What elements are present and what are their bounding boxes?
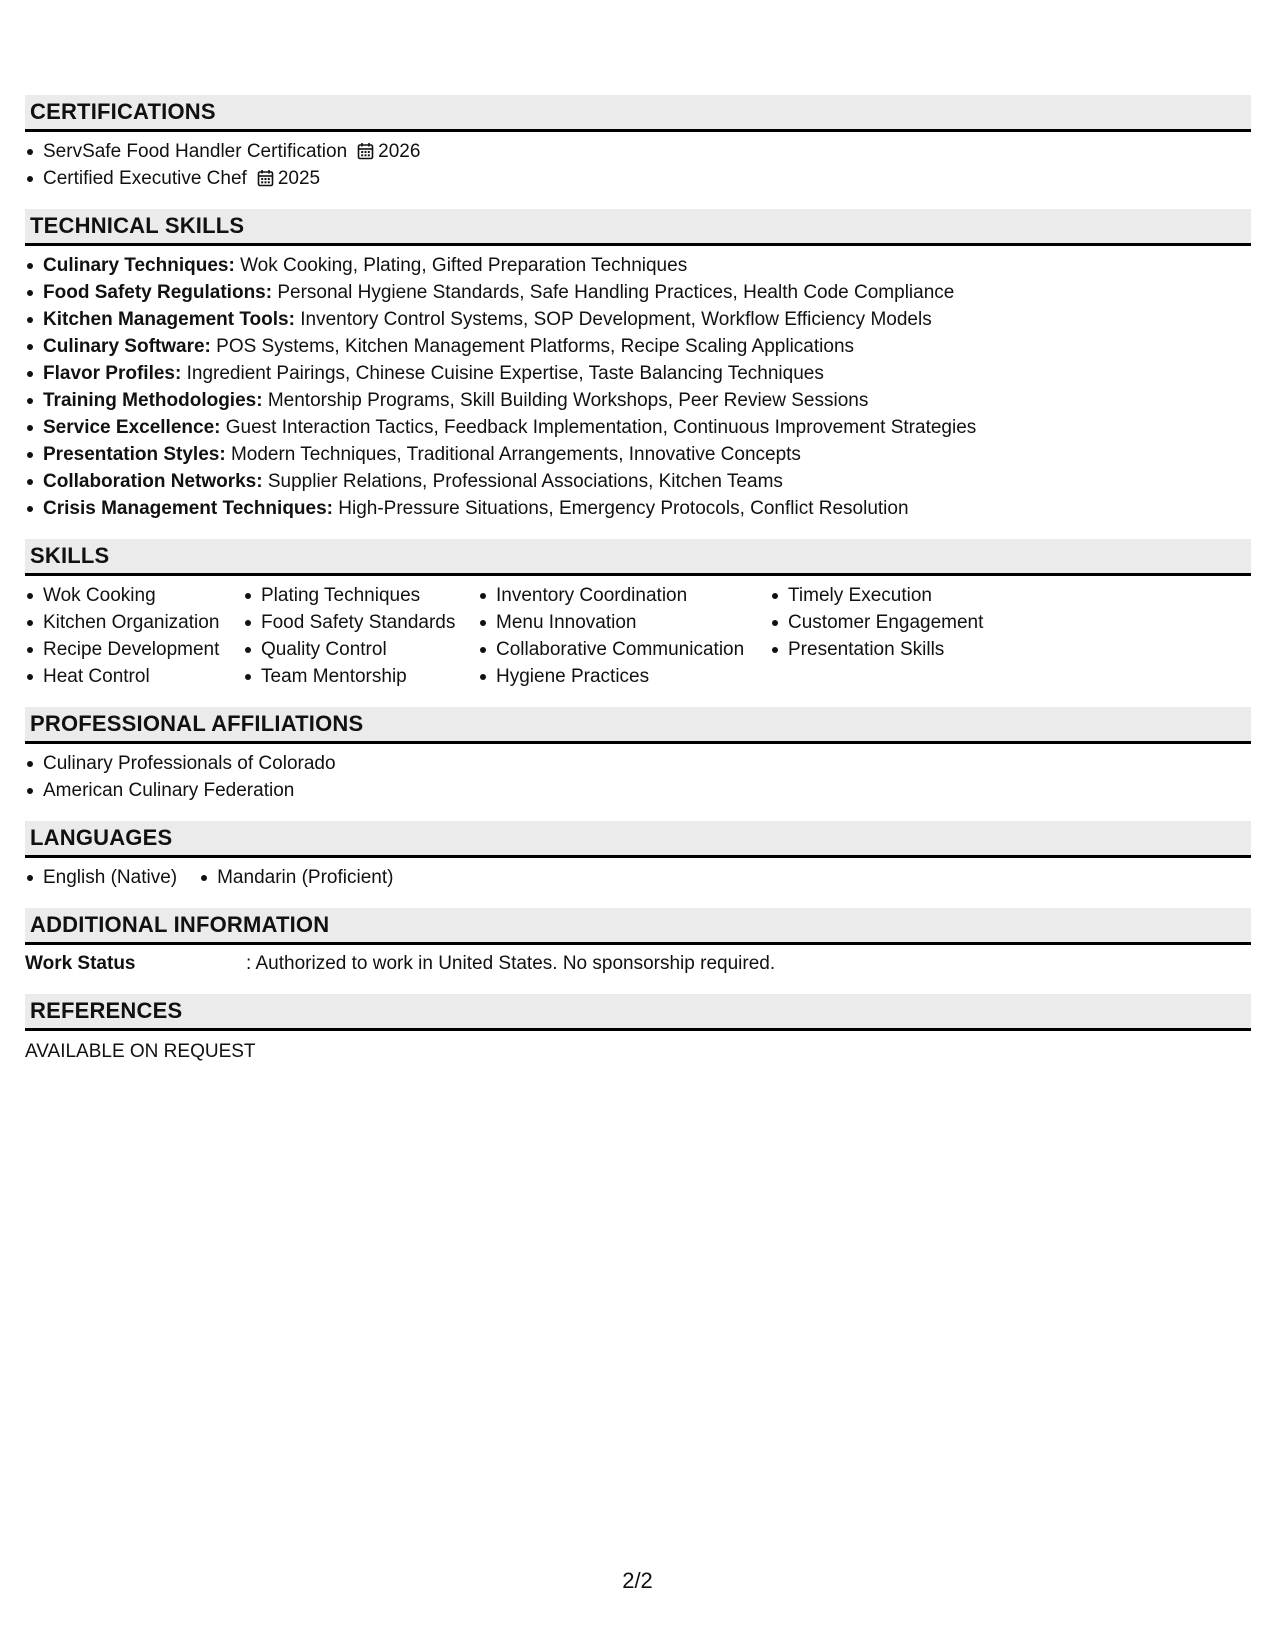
affiliation-item: Culinary Professionals of Colorado xyxy=(25,750,1251,777)
affiliations-heading: PROFESSIONAL AFFILIATIONS xyxy=(25,707,1251,744)
technical-skill-value: Wok Cooking, Plating, Gifted Preparation Techniques xyxy=(240,255,688,276)
technical-skill-item xyxy=(25,306,1251,333)
skill-item: Customer Engagement xyxy=(770,609,1030,636)
additional-info-heading: ADDITIONAL INFORMATION xyxy=(25,908,1251,945)
technical-skills-section xyxy=(25,209,1251,522)
references-section xyxy=(25,994,1251,1065)
technical-skill-item xyxy=(25,387,1251,414)
skill-item: Heat Control xyxy=(25,663,243,690)
language-item: Mandarin (Proficient) xyxy=(199,864,393,891)
technical-skill-label: Kitchen Management Tools: xyxy=(43,309,295,330)
technical-skill-item xyxy=(25,360,1251,387)
skill-item: Kitchen Organization xyxy=(25,609,243,636)
technical-skill-item xyxy=(25,252,1251,279)
skills-column xyxy=(243,582,478,690)
certification-name: ServSafe Food Handler Certification xyxy=(43,141,348,162)
skill-item: Timely Execution xyxy=(770,582,1030,609)
technical-skill-label: Culinary Techniques: xyxy=(43,255,235,276)
technical-skill-value: Mentorship Programs, Skill Building Workshops, Peer Review Sessions xyxy=(267,390,869,411)
technical-skill-item xyxy=(25,333,1251,360)
skills-column xyxy=(770,582,1030,690)
skills-section xyxy=(25,539,1251,690)
skills-column xyxy=(25,582,243,690)
certification-year: 2025 xyxy=(277,168,321,189)
work-status-row xyxy=(25,945,1251,977)
certification-year: 2026 xyxy=(378,141,421,162)
skill-item: Quality Control xyxy=(243,636,478,663)
calendar-icon xyxy=(357,142,374,160)
technical-skill-value: Guest Interaction Tactics, Feedback Implementation, Continuous Improvement Strategies xyxy=(225,417,977,438)
technical-skill-label: Service Excellence: xyxy=(43,417,221,438)
technical-skill-item xyxy=(25,468,1251,495)
affiliations-section xyxy=(25,707,1251,804)
skill-item: Plating Techniques xyxy=(243,582,478,609)
affiliation-item: American Culinary Federation xyxy=(25,777,1251,804)
technical-skill-item xyxy=(25,441,1251,468)
references-heading: REFERENCES xyxy=(25,994,1251,1031)
technical-skill-label: Crisis Management Techniques: xyxy=(43,498,333,519)
certification-item xyxy=(25,165,1251,192)
skill-item: Menu Innovation xyxy=(478,609,770,636)
certifications-section xyxy=(25,95,1251,192)
languages-section xyxy=(25,821,1251,891)
references-text: AVAILABLE ON REQUEST xyxy=(25,1041,256,1062)
skills-heading: SKILLS xyxy=(25,539,1251,576)
skill-item: Team Mentorship xyxy=(243,663,478,690)
languages-heading: LANGUAGES xyxy=(25,821,1251,858)
technical-skill-label: Culinary Software: xyxy=(43,336,211,357)
technical-skill-item xyxy=(25,414,1251,441)
skill-item: Wok Cooking xyxy=(25,582,243,609)
technical-skill-item xyxy=(25,279,1251,306)
skill-item: Collaborative Communication xyxy=(478,636,770,663)
technical-skill-label: Presentation Styles: xyxy=(43,444,226,465)
language-item: English (Native) xyxy=(25,864,177,891)
skills-grid xyxy=(25,576,1251,690)
technical-skill-value: Modern Techniques, Traditional Arrangements, Innovative Concepts xyxy=(230,444,801,465)
skill-item: Presentation Skills xyxy=(770,636,1030,663)
languages-list xyxy=(25,858,1251,891)
technical-skill-value: High-Pressure Situations, Emergency Protocols, Conflict Resolution xyxy=(338,498,909,519)
technical-skill-label: Flavor Profiles: xyxy=(43,363,182,384)
skills-column xyxy=(478,582,770,690)
certifications-heading: CERTIFICATIONS xyxy=(25,95,1251,132)
skill-item: Inventory Coordination xyxy=(478,582,770,609)
technical-skill-value: Ingredient Pairings, Chinese Cuisine Expertise, Taste Balancing Techniques xyxy=(186,363,824,384)
page-number: 2/2 xyxy=(622,1568,653,1593)
technical-skills-heading: TECHNICAL SKILLS xyxy=(25,209,1251,246)
affiliations-list xyxy=(25,744,1251,804)
skill-item: Recipe Development xyxy=(25,636,243,663)
technical-skill-label: Training Methodologies: xyxy=(43,390,263,411)
work-status-value: : Authorized to work in United States. No sponsorship required. xyxy=(246,953,776,974)
resume-page xyxy=(25,95,1251,1082)
certifications-list xyxy=(25,132,1251,192)
work-status-label: Work Status xyxy=(25,953,136,974)
skill-item: Food Safety Standards xyxy=(243,609,478,636)
technical-skills-list xyxy=(25,246,1251,522)
technical-skill-value: Personal Hygiene Standards, Safe Handling Practices, Health Code Compliance xyxy=(277,282,955,303)
technical-skill-label: Collaboration Networks: xyxy=(43,471,263,492)
certification-item xyxy=(25,138,1251,165)
technical-skill-item xyxy=(25,495,1251,522)
certification-name: Certified Executive Chef xyxy=(43,168,247,189)
skill-item: Hygiene Practices xyxy=(478,663,770,690)
calendar-icon xyxy=(257,169,274,187)
technical-skill-label: Food Safety Regulations: xyxy=(43,282,273,303)
technical-skill-value: POS Systems, Kitchen Management Platforms, Recipe Scaling Applications xyxy=(216,336,855,357)
technical-skill-value: Supplier Relations, Professional Associations, Kitchen Teams xyxy=(267,471,783,492)
technical-skill-value: Inventory Control Systems, SOP Development, Workflow Efficiency Models xyxy=(300,309,932,330)
additional-info-section xyxy=(25,908,1251,977)
